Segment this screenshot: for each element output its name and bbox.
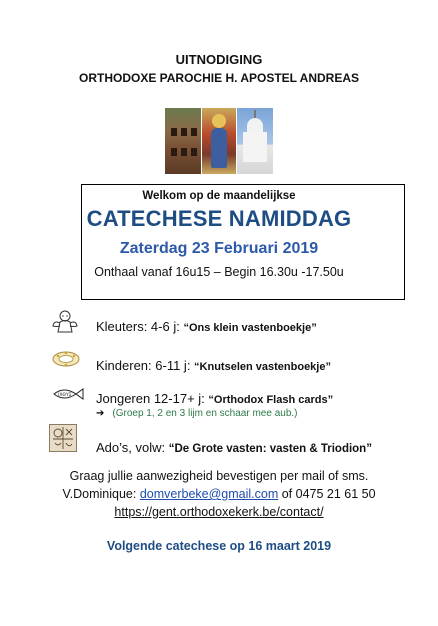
group-topic: “Knutselen vastenboekje” [194, 361, 331, 373]
event-times: Onthaal vanaf 16u15 – Begin 16.30u -17.50u [94, 265, 344, 279]
wreath-icon [52, 350, 80, 368]
group-topic: “De Grote vasten: vasten & Triodion” [168, 443, 372, 455]
group-age: Kleuters: 4-6 j: [96, 319, 184, 334]
email-link[interactable]: domverbeke@gmail.com [139, 487, 279, 501]
saint-icon-photo [202, 108, 236, 174]
contact-url-link[interactable]: https://gent.orthodoxekerk.be/contact/ [114, 505, 324, 519]
next-session: Volgende catechese op 16 maart 2019 [106, 539, 332, 553]
group-topic: “Ons klein vastenboekje” [183, 322, 317, 334]
fish-icon [52, 387, 84, 401]
group-volwassenen [96, 440, 372, 455]
orthodox-church-photo [237, 108, 273, 174]
fish-text: ΙΧΘΥΣ [58, 393, 72, 398]
group-kleuters [96, 319, 317, 334]
supplies-note [96, 408, 297, 419]
supplies-note-text: (Groep 1, 2 en 3 lijm en schaar mee aub.) [112, 408, 298, 419]
church-building-photo [165, 108, 201, 174]
arrow-right-icon: ➔ [96, 408, 105, 419]
welcome-text: Welkom op de maandelijkse [142, 190, 296, 202]
group-age: Ado’s, volw: [96, 440, 169, 455]
group-kinderen [96, 358, 331, 373]
icon-xc-icon [49, 424, 77, 452]
group-age: Jongeren 12-17+ j: [96, 391, 209, 406]
group-age: Kinderen: 6-11 j: [96, 358, 195, 373]
contact-phone: of 0475 21 61 50 [278, 487, 376, 501]
parish-name: ORTHODOXE PAROCHIE H. APOSTEL ANDREAS [78, 71, 360, 85]
contact-url [0, 505, 438, 519]
event-date: Zaterdag 23 Februari 2019 [119, 240, 319, 257]
confirm-request: Graag jullie aanwezigheid bevestigen per mail of sms. [69, 469, 369, 483]
contact-line [0, 487, 438, 501]
group-jongeren [96, 391, 333, 406]
invitation-heading: UITNODIGING [175, 52, 263, 67]
event-title: CATECHESE NAMIDDAG [86, 206, 352, 231]
header-photos [165, 108, 273, 174]
group-topic: “Orthodox Flash cards” [208, 394, 334, 406]
contact-name: V.Dominique: [62, 487, 140, 501]
angel-icon [52, 308, 78, 334]
